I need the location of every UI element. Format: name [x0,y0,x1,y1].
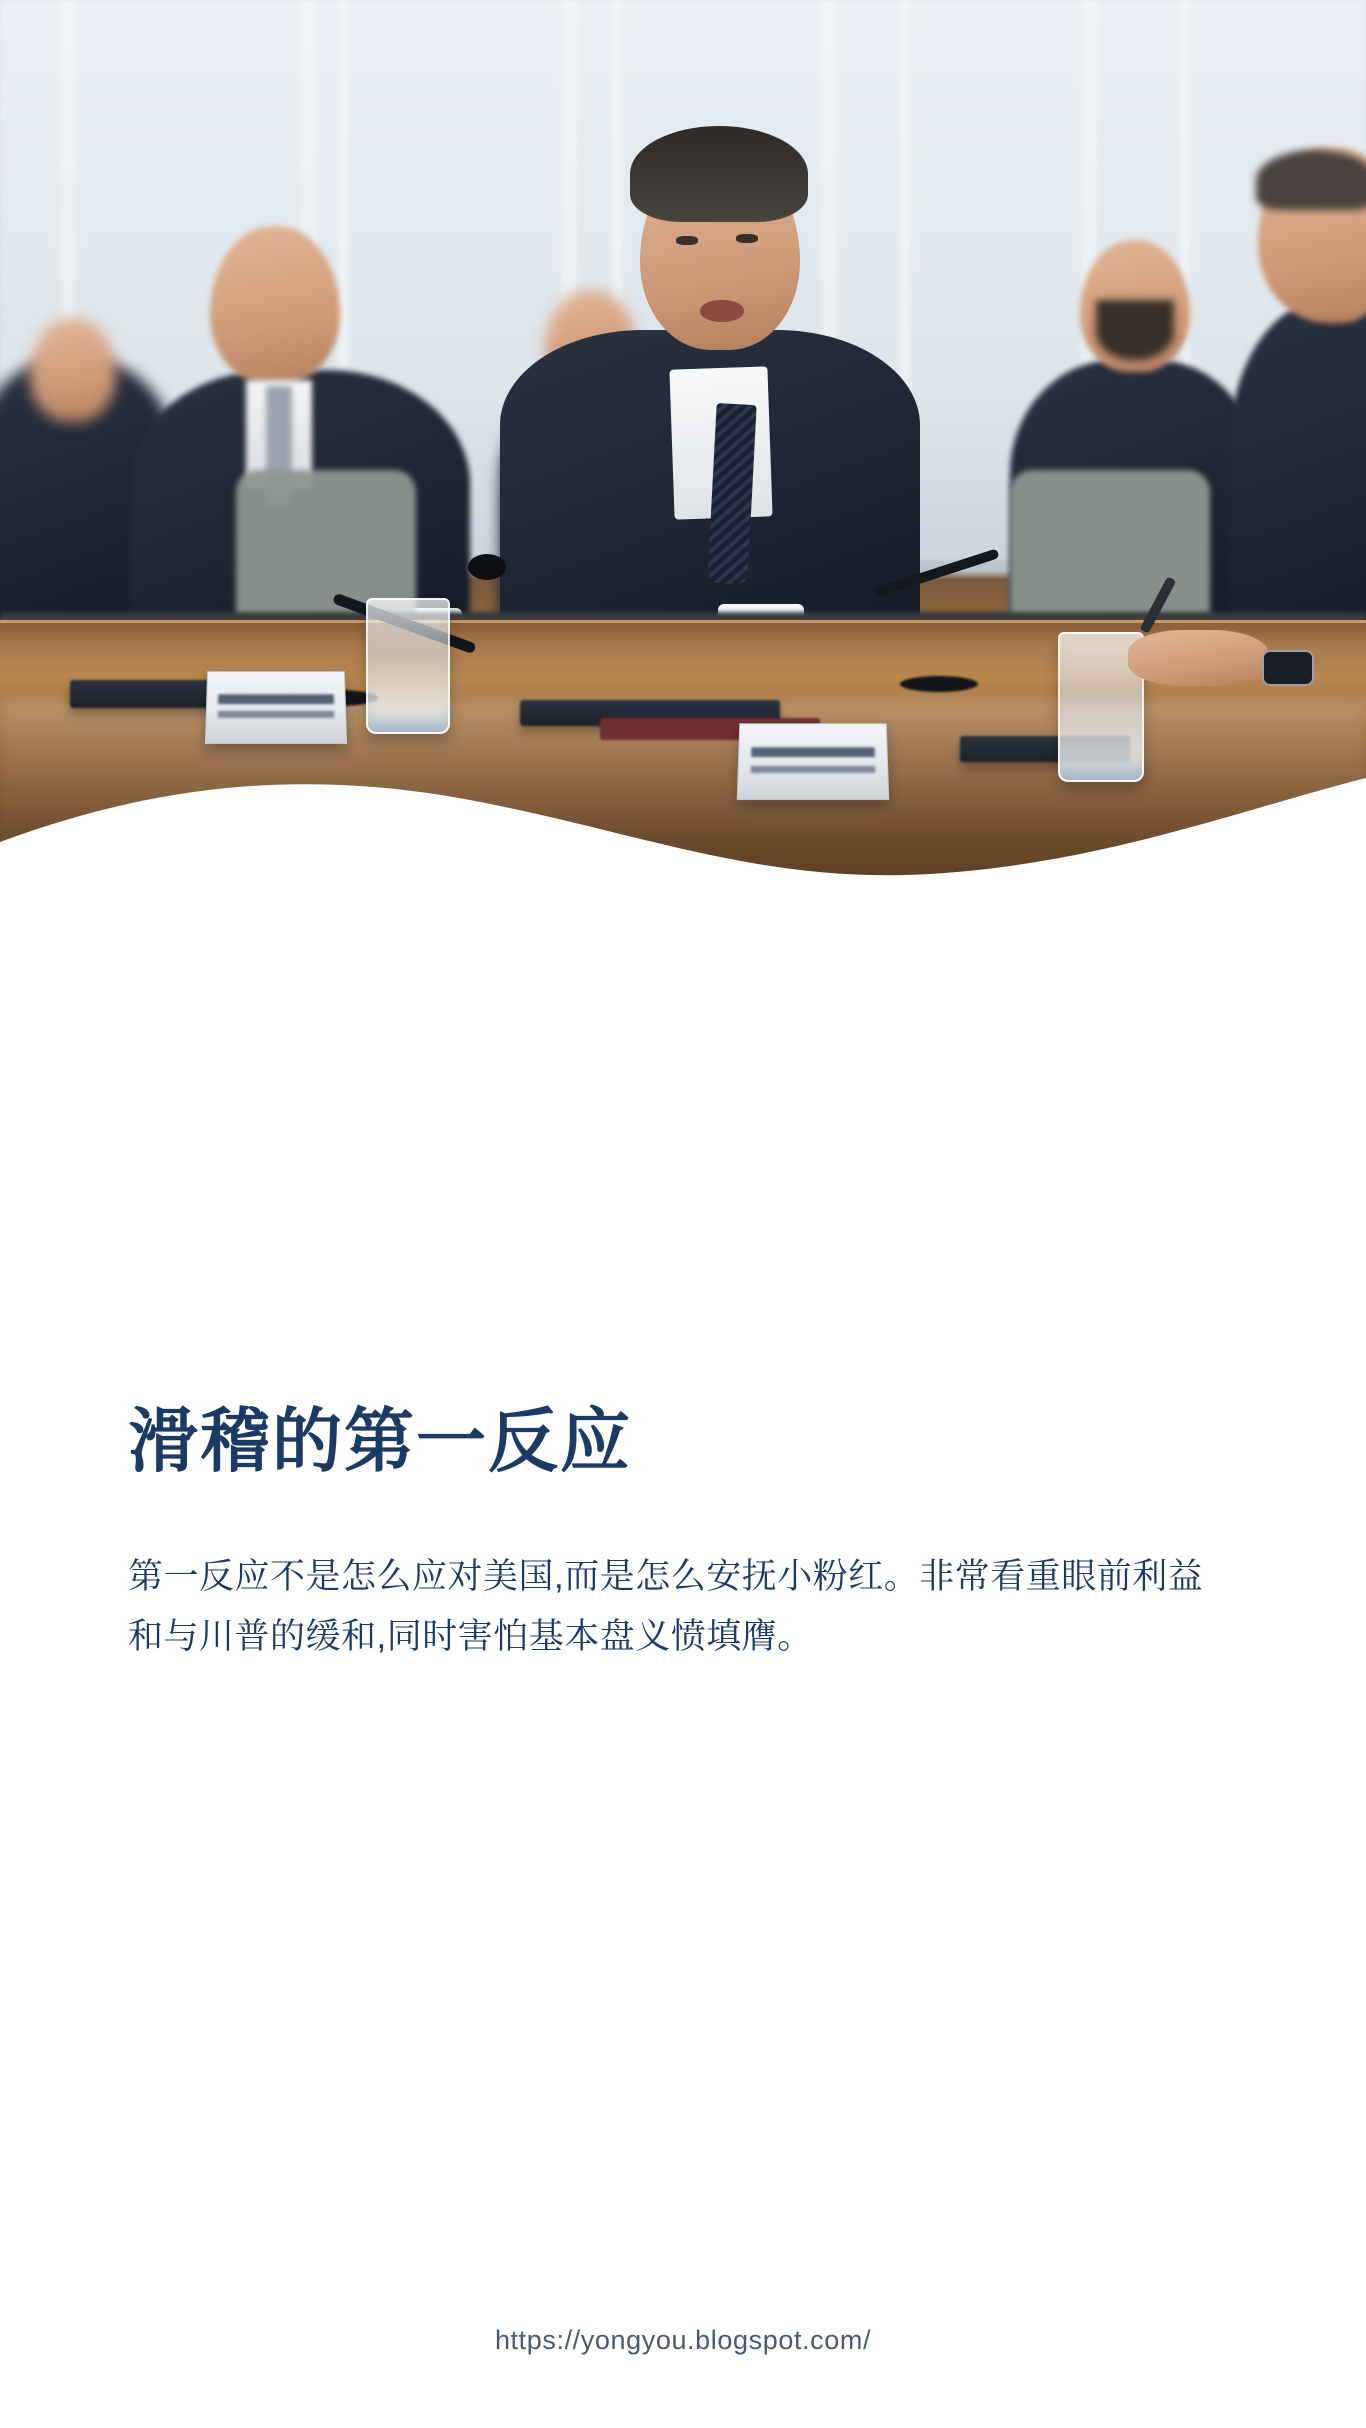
speaker-eye-right [736,234,758,243]
speaker-hair [630,126,808,222]
footer-url[interactable]: https://yongyou.blogspot.com/ [494,2325,872,2355]
page-title: 滑稽的第一反应 [128,1402,632,1480]
wave-divider [0,724,1366,920]
body-paragraph: 第一反应不是怎么应对美国,而是怎么安抚小粉红。非常看重眼前利益和与川普的缓和,同时害怕基本盘义愤填膺。 [128,1556,1204,1656]
water-glass [366,598,450,734]
speaker-mouth [700,300,744,322]
microphone-head [468,554,506,580]
footer [0,2325,1366,2356]
article-content [0,1400,1366,1667]
attendee-beard [1096,300,1174,360]
speaker-eye-left [676,236,698,245]
hero-image [0,0,1366,920]
attendee-head [30,318,116,422]
attendee-hand [1128,630,1268,686]
wristwatch [1262,650,1314,686]
placard-title-line [218,711,335,718]
microphone-base [900,676,978,692]
attendee-hair [1256,150,1366,210]
placard-name-line [218,694,334,704]
attendee-head [210,226,340,384]
